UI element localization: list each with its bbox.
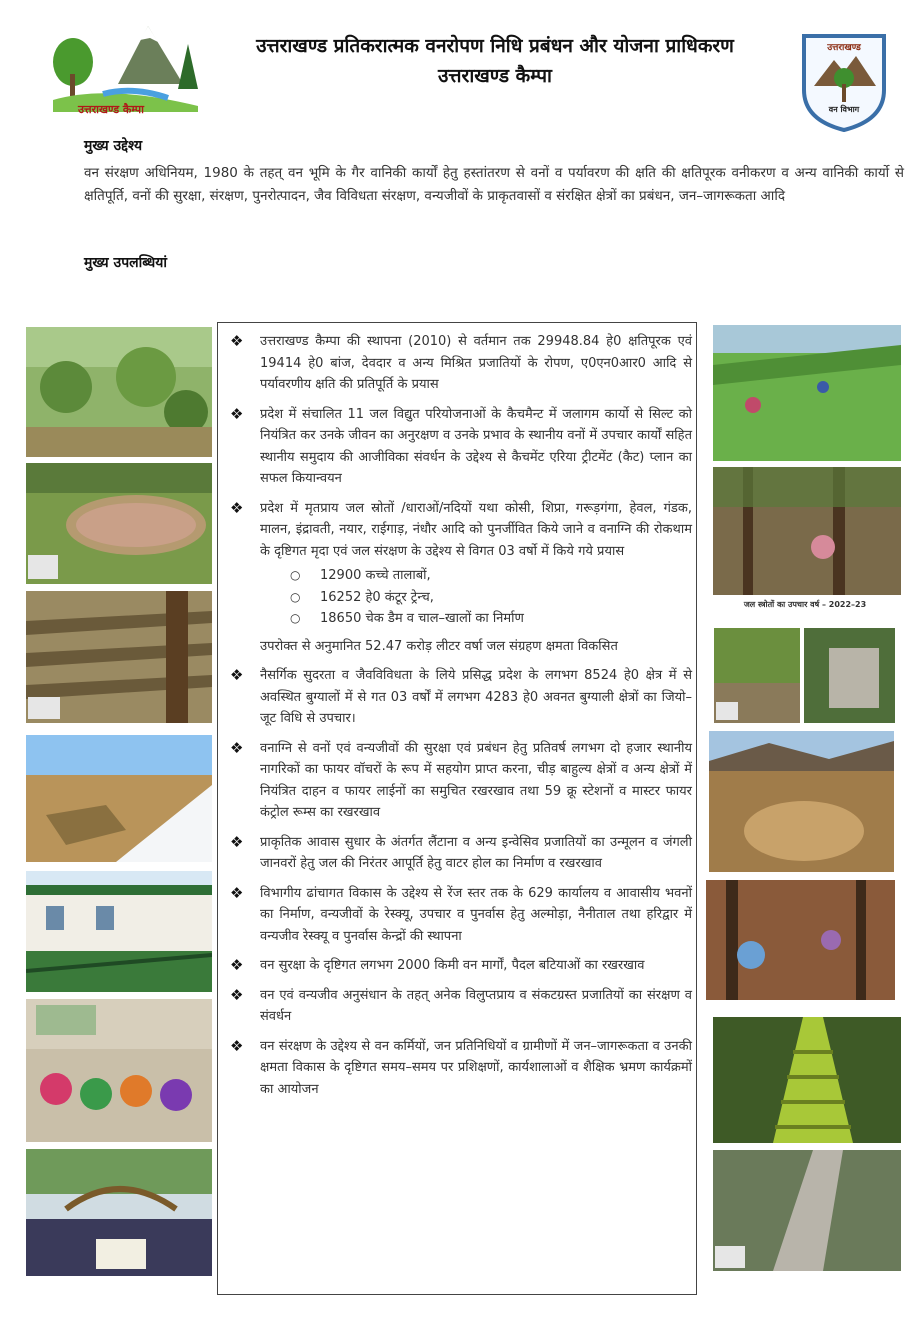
objective-text: वन संरक्षण अधिनियम, 1980 के तहत् वन भूमि के गैर वानिकी कार्यों हेतु हस्तांतरण से वनों व पर्यावरण की क्षति की क्षतिपूरक वनीकरण व अन्य वानिकी कार्यो से क्षतिपूर्ति, वनों की सुरक्षा, संरक्षण, पुनरोत्पादन, जैव विविधता संरक्षण, वन्यजीवों के प्राकृतवासों व संरक्षित क्षेत्रों का प्रबंधन, जन–जागरूकता आदि: [84, 165, 904, 204]
campa-logo-text: उत्तराखण्ड कैम्पा: [78, 103, 144, 116]
hillside-planting-photo: [713, 325, 901, 461]
sub-item: [260, 587, 692, 609]
diamond-bullet-icon: ❖: [230, 883, 244, 902]
objective-heading: मुख्य उद्देश्य: [84, 138, 143, 154]
forest-workers-photo: [713, 467, 901, 595]
water-source-before-photo: [714, 628, 800, 723]
sub-item: [260, 565, 692, 587]
achievement-extra-text: उपरोक्त से अनुमानित 52.47 करोड़ लीटर वर्षा जल संग्रहण क्षमता विकसित: [260, 638, 618, 654]
stone-path-photo: [713, 1150, 901, 1271]
achievement-item: [230, 832, 692, 875]
achievement-text: वन सुरक्षा के दृष्टिगत लगभग 2000 किमी वन मार्गों, पैदल बटियाओं का रखरखाव: [260, 958, 645, 973]
achievements-list: [230, 331, 692, 1108]
diamond-bullet-icon: ❖: [230, 666, 244, 684]
uttarakhand-campa-logo: [48, 14, 200, 120]
forest-steps-photo: [713, 1017, 901, 1143]
achievement-item: [230, 665, 692, 730]
community-meeting-photo: [26, 999, 212, 1142]
forest-logo-top-text: उत्तराखण्ड: [827, 43, 861, 53]
achievements-heading: मुख्य उपलब्धियां: [84, 255, 168, 271]
circle-bullet-icon: ○: [290, 611, 301, 625]
achievement-item: [230, 331, 692, 396]
bugyal-geo-jute-photo: [26, 735, 212, 862]
fire-control-photo: [706, 880, 895, 1000]
diamond-bullet-icon: ❖: [230, 956, 244, 974]
achievement-text: प्रदेश में मृतप्राय जल स्रोतों /धाराओं/नदियों यथा कोसी, शिप्रा, गरूड़गंगा, हेवल, गंडक, मालन, इंद्रावती, नयार, राईगाड़, नंधौर आदि को पुनर्जीवित किये जाने व वनाग्नि की रोकथाम के दृष्टिगत मृदा एवं जल संरक्षण के उद्देश्य से विगत 03 वर्षो में किये गये प्रयास: [260, 500, 692, 559]
achievement-text: वन संरक्षण के उद्देश्य से वन कर्मियों, जन प्रतिनिधियों व ग्रामीणों में जन–जागरूकता व उनकी क्षमता विकास के दृष्टिगत समय–समय पर प्रशिक्षणों, कार्यशालाओं व शैक्षिक भ्रमण कार्यक्रमों का आयोजन: [260, 1038, 692, 1097]
forest-department-logo: [796, 28, 892, 134]
diamond-bullet-icon: ❖: [230, 498, 244, 517]
forest-logo-bottom-text: वन विभाग: [828, 105, 860, 114]
sub-item-text: 16252 हे0 कंटूर ट्रेन्च,: [320, 589, 434, 605]
achievement-text: नैसर्गिक सुदरता व जैवविविधता के लिये प्रसिद्ध प्रदेश के लगभग 8524 हे0 क्षेत्र में से अवस्थित बुग्यालों में से गत 03 वर्षों में लगभग 4283 हे0 अवनत बुग्याली क्षेत्रों का जियो–जूट विधि से उपचार।: [260, 668, 692, 726]
diamond-bullet-icon: ❖: [230, 985, 244, 1004]
achievement-text: प्रदेश में संचालित 11 जल विद्युत परियोजनाओं के कैचमैन्ट में जलागम कार्यो से सिल्ट को नियंत्रित कर उनके जीवन का अनुरक्षण व उनके प्रभाव के स्थानीय वनों में उपचार कार्यों सहित स्थानीय समुदाय की आजीविका संवर्धन के उद्देश्य से कैचमेंट एरिया ट्रीटमेंट (कैट) प्लान का सफल कियान्वयन: [260, 406, 692, 486]
diamond-bullet-icon: ❖: [230, 332, 244, 350]
achievement-item: [230, 404, 692, 490]
office-building-photo: [26, 871, 212, 992]
achievement-text: वन एवं वन्यजीव अनुसंधान के तहत् अनेक विलुप्तप्राय व संकटग्रस्त प्रजातियों का संरक्षण व संवर्धन: [260, 987, 692, 1024]
circle-bullet-icon: ○: [290, 589, 301, 604]
achievement-item: [230, 985, 692, 1028]
achievement-item: [230, 738, 692, 824]
achievement-item: [230, 1036, 692, 1101]
achievement-item: [230, 883, 692, 948]
sub-item-text: 18650 चेक डैम व चाल–खालों का निर्माण: [320, 611, 524, 626]
achievement-item: [230, 498, 692, 658]
achievement-text: विभागीय ढांचागत विकास के उद्देश्य से रेंज स्तर तक के 629 कार्यालय व आवासीय भवनों का निर्माण, वन्यजीवों के रेस्क्यू, उपचार व पुनर्वास हेतु अल्मोड़ा, नैनीताल तथा हरिद्वार में वन्यजीव रेस्क्यू व पुनर्वास केन्द्रों की स्थापना: [260, 885, 692, 944]
contour-trench-photo: [26, 591, 212, 723]
water-source-caption: जल स्त्रोतों का उपचार वर्ष – 2022–23: [743, 600, 867, 609]
awareness-rally-photo: [26, 1149, 212, 1276]
diamond-bullet-icon: ❖: [230, 832, 244, 851]
achievement-item: [230, 955, 692, 977]
circle-bullet-icon: ○: [290, 568, 301, 582]
diamond-bullet-icon: ❖: [230, 738, 244, 757]
water-conservation-sublist: [260, 565, 692, 630]
page-subtitle: उत्तराखण्ड कैम्पा: [438, 65, 552, 87]
achievement-text: प्राकृतिक आवास सुधार के अंतर्गत लैंटाना व अन्य इन्वेसिव प्रजातियों का उन्मूलन व जंगली जानवरों हेतु जल की निरंतर आपूर्ति हेतु वाटर होल का निर्माण व रखरखाव: [260, 834, 692, 871]
water-source-after-photo: [804, 628, 895, 723]
diamond-bullet-icon: ❖: [230, 404, 244, 423]
plantation-photo: [26, 327, 212, 457]
sub-item-text: 12900 कच्चे तालाबों,: [320, 568, 431, 583]
bugyal-treatment-photo: [709, 731, 894, 872]
sub-item: [260, 608, 692, 630]
pond-photo: [26, 463, 212, 584]
diamond-bullet-icon: ❖: [230, 1036, 244, 1055]
page-title: उत्तराखण्ड प्रतिकरात्मक वनरोपण निधि प्रबंधन और योजना प्राधिकरण: [256, 35, 734, 57]
achievement-text: वनाग्नि से वनों एवं वन्यजीवों की सुरक्षा एवं प्रबंधन हेतु प्रतिवर्ष लगभग दो हजार स्थानीय नागरिकों का फायर वॉचरों के रूप में सहयोग प्राप्त करना, चीड़ बाहुल्य क्षेत्रों व अन्य क्षेत्रों में नियंत्रित दाहन व फायर लाईनों का समुचित रखरखाव तथा 59 क्रू स्टेशनों व मास्टर फायर कंट्रोल रूम्स का रखरखाव: [260, 740, 692, 820]
achievements-box: [217, 322, 697, 1295]
achievement-text: उत्तराखण्ड कैम्पा की स्थापना (2010) से वर्तमान तक 29948.84 हे0 क्षतिपूरक एवं 19414 हे0 बांज, देवदार व अन्य मिश्रित प्रजातियों के रोपण, ए0एन0आर0 आदि से पर्यावरणीय क्षति की प्रतिपूर्ति के प्रयास: [260, 334, 692, 392]
